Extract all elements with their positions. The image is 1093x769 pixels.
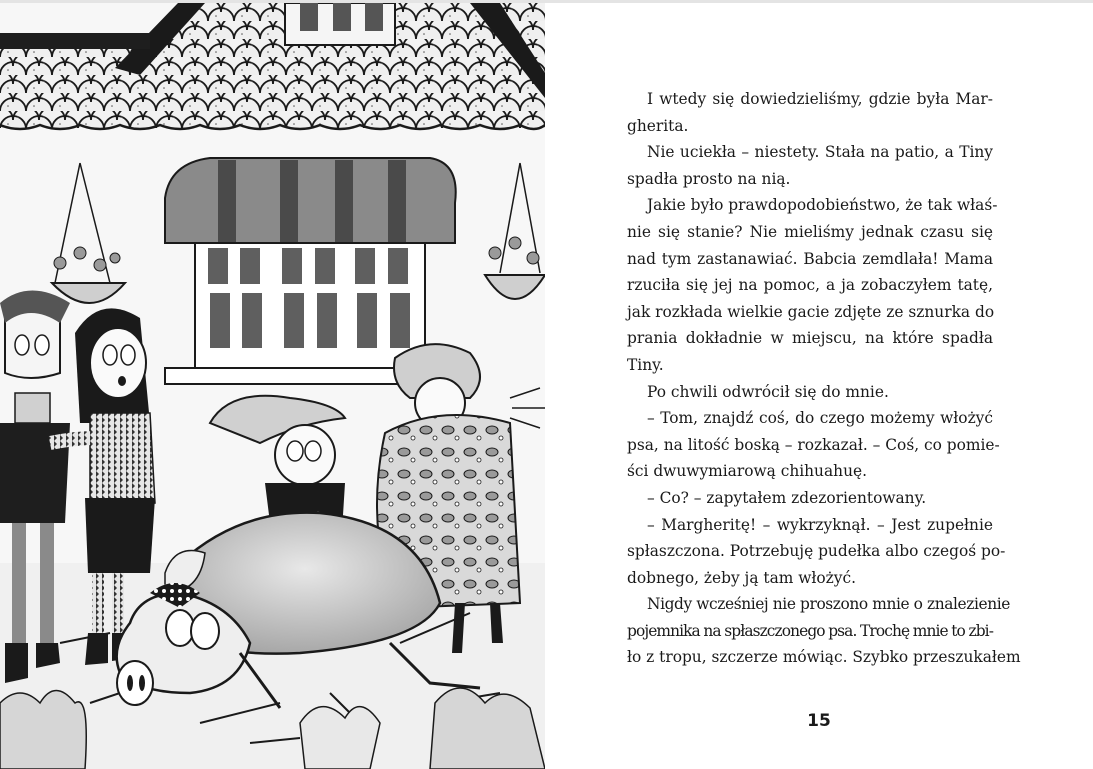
text-line: Tiny. [627,355,664,374]
text-line: Po chwili odwrócił się do mnie. [647,382,889,401]
text-line: I wtedy się dowiedzieliśmy, gdzie była Mar- [647,90,993,108]
text-line: rzuciła się jej na pomoc, a ja zobaczyłem tatę, [627,276,993,295]
text-line: Nie uciekła – niestety. Stała na patio, a Tiny [647,143,993,162]
text-line: pojemnika na spłaszczonego psa. Trochę mnie to zbi- [627,621,993,640]
text-line: ści dwuwymiarową chihuahuę. [627,462,867,481]
text-line: nie się stanie? Nie mieliśmy jednak czasu się [627,222,993,241]
text-line: spadła prosto na nią. [627,169,791,188]
text-line: Nigdy wcześniej nie proszono mnie o znalezienie [647,595,1010,614]
text-line: dobnego, żeby ją tam włożyć. [627,568,856,587]
text-line: – Tom, znajdź coś, do czego możemy włożyć [647,409,993,428]
text-line: spłaszczona. Potrzebuję pudełka albo czegoś po- [627,542,1006,561]
page-number: 15 [807,711,831,731]
illustration-left-page [0,3,545,769]
text-line: – Co? – zapytałem zdezorientowany. [647,488,927,507]
text-line: gherita. [627,116,689,135]
text-line: Jakie było prawdopodobieństwo, że tak właś- [647,196,998,215]
text-line: – Margheritę! – wykrzyknął. – Jest zupełnie [647,515,993,534]
text-line: jak rozkłada wielkie gacie zdjęte ze sznurka do [627,302,995,321]
text-page-right [627,86,1021,671]
text-line: nad tym zastanawiać. Babcia zemdlała! Mama [627,249,993,268]
text-line: psa, na litość boską – rozkazał. – Coś, co pomie- [627,435,1000,454]
illustration-scene [0,3,545,769]
text-line: prania dokładnie w miejscu, na które spadła [627,329,993,348]
text-line: ło z tropu, szczerze mówiąc. Szybko przeszukałem [627,648,1021,667]
